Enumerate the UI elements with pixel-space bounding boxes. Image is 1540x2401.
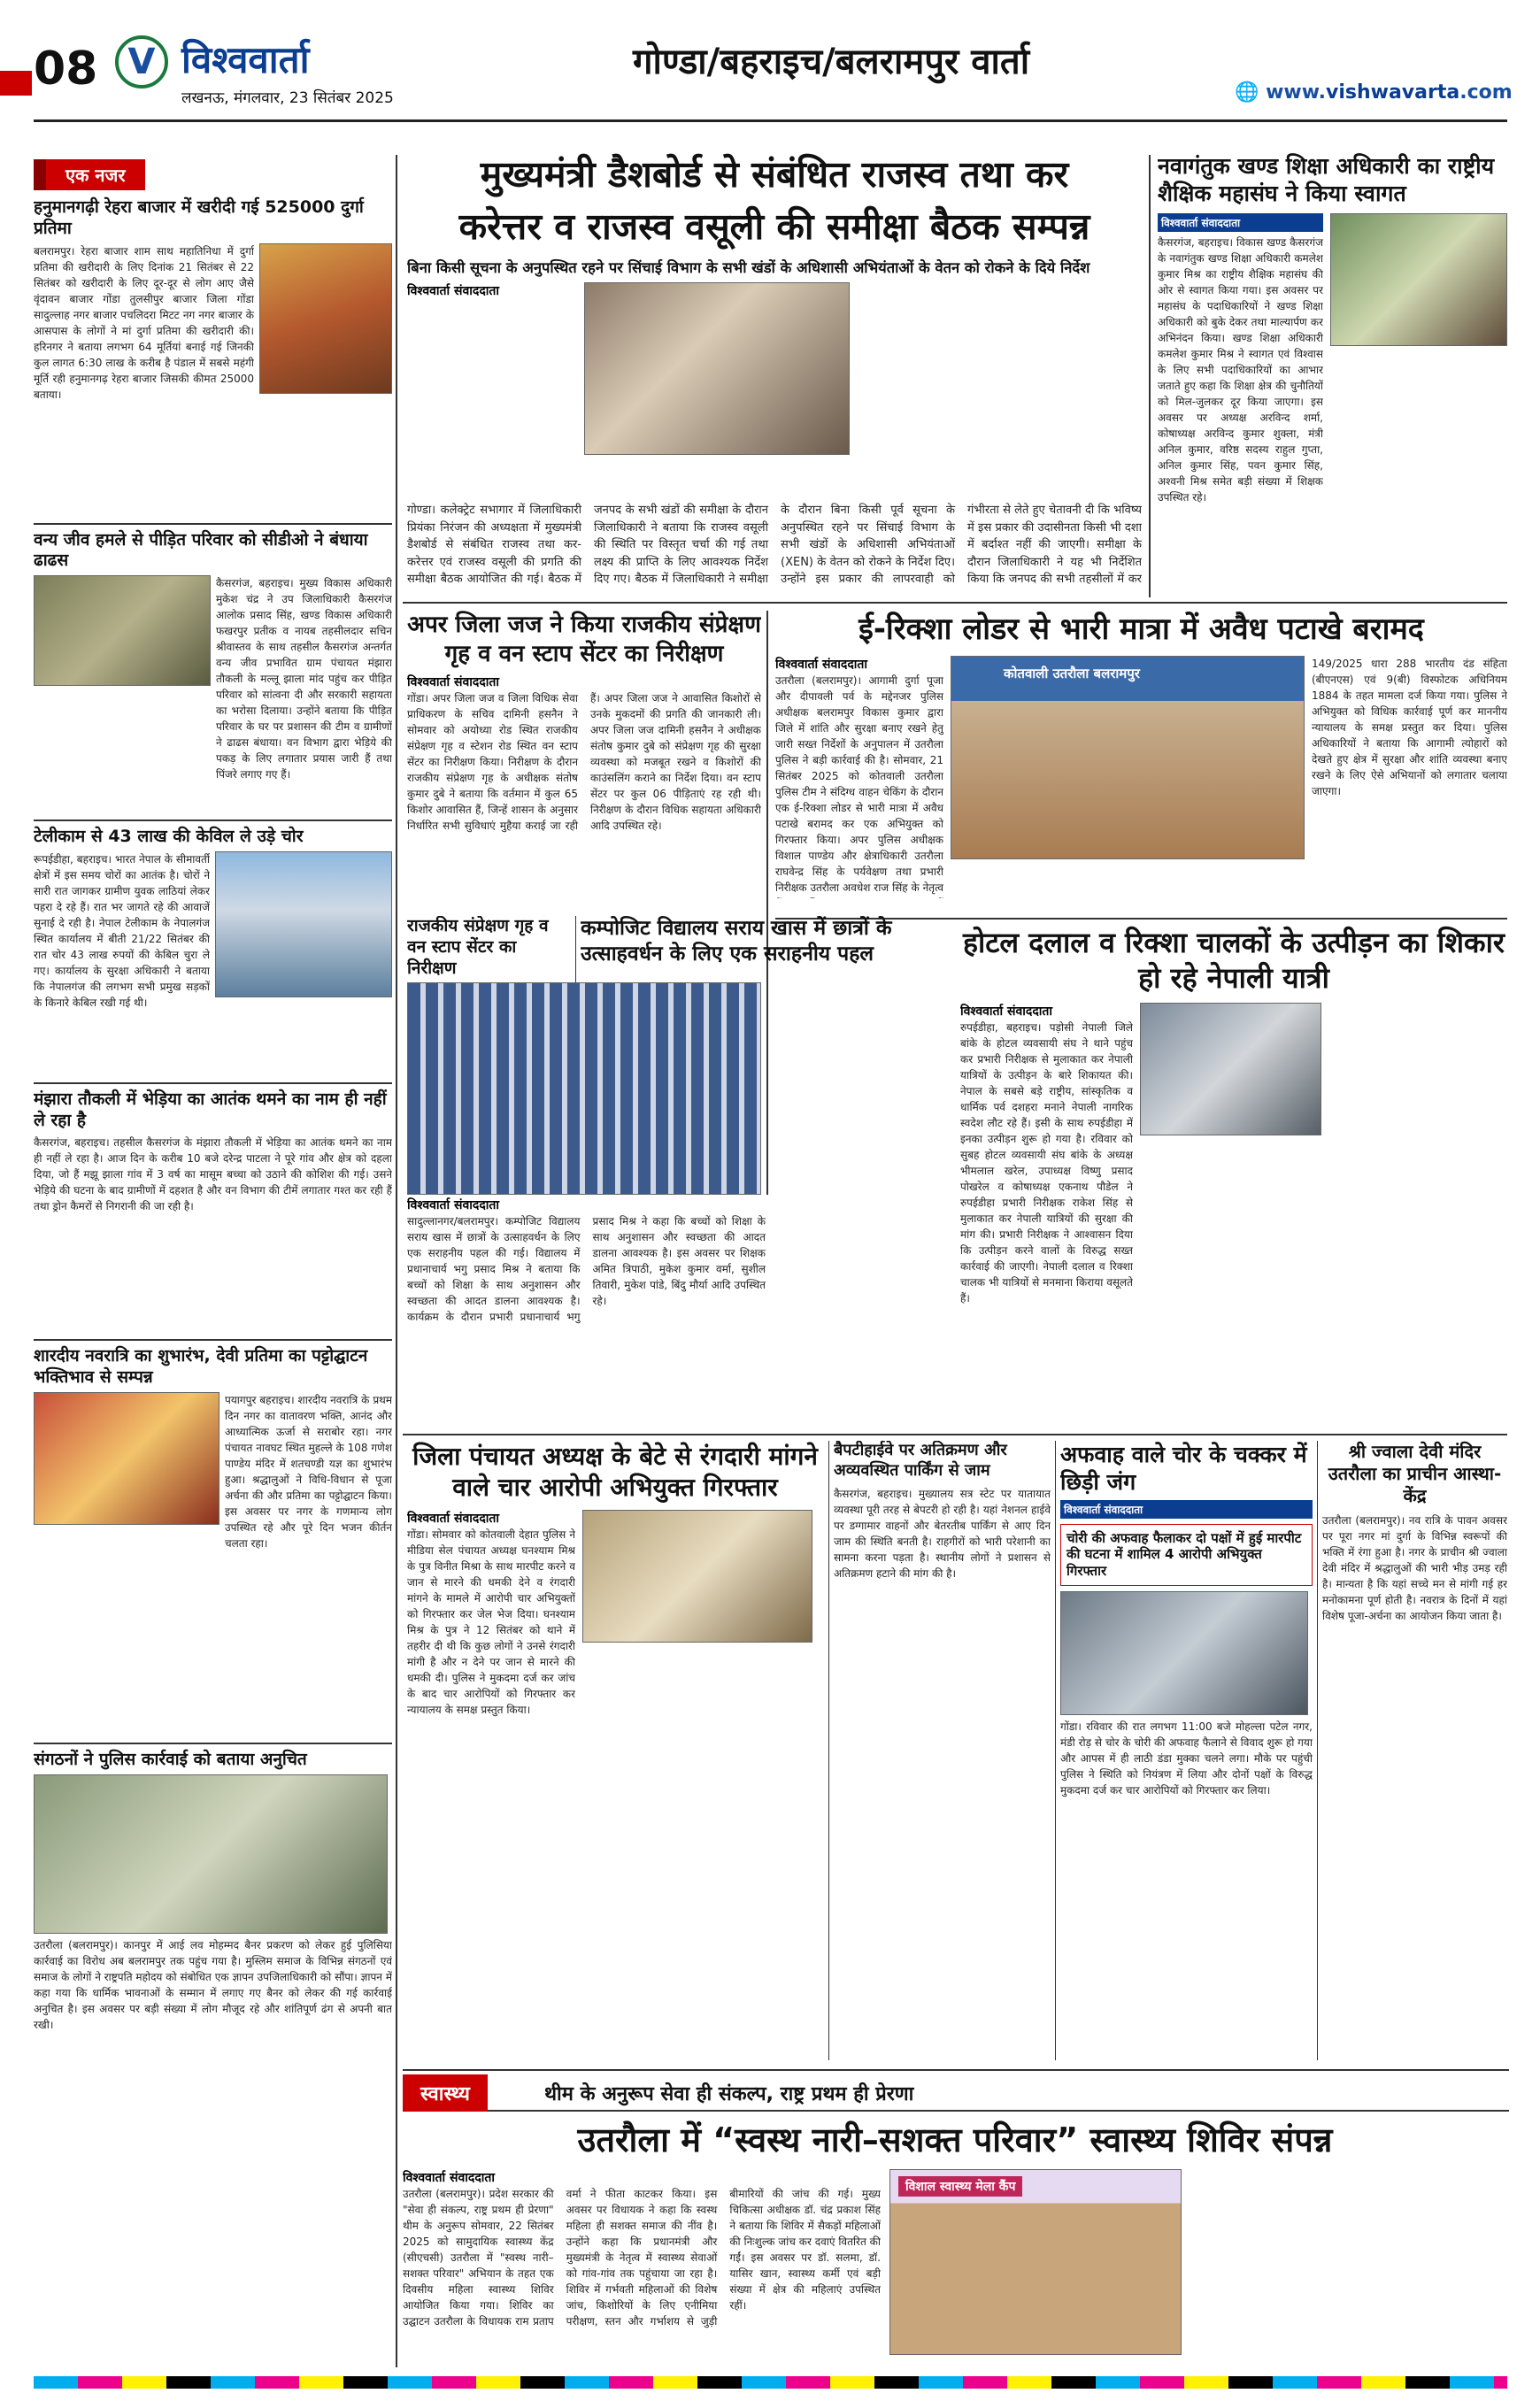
photo-banner-text: कोतवाली उतरौला बलरामपुर bbox=[1004, 665, 1140, 681]
photo-rumor-accused bbox=[1060, 1591, 1308, 1715]
photo-hotel-association bbox=[1140, 1003, 1321, 1135]
story-headline: मंझारा तौकली में भेड़िया का आतंक थमने का नाम ही नहीं ले रहा है bbox=[34, 1089, 387, 1130]
story-body: गोंडा। रविवार की रात लगभग 11:00 बजे मोहल्ला पटेल नगर, मंडी रोड़ से चोर के चोरी की अफवाह फैलाने से विवाद शुरू हो गया और आपस में ही लाठी डंडा मुक्का चलने लगा। मौके पर पहुंची पुलिस ने स्थिति को नियंत्रण में लिया और दोनों पक्षों के विरुद्ध मुकदमा दर्ज कर चार आरोपियों को गिरफ्तार कर लिया। bbox=[1060, 1720, 1313, 1797]
story-wildlife bbox=[34, 530, 392, 815]
story-navratri bbox=[34, 1346, 392, 1737]
section-rule bbox=[403, 602, 1507, 604]
story-body: कैसरगंज, बहराइच। तहसील कैसरगंज के मंझारा तौकली में भेड़िया का आतंक थमने का नाम ही नहीं ले रहा है। आज दिन के करीब 10 बजे दरेन्द्र पाटला ने पूरे गांव और क्षेत्र को दहला दिया, जो हैं मझू झाला गांव में 3 वर्ष का मासूम बच्चा को उठाने की कोशिश की गई। उसने भेड़िये की घटना के बाद ग्रामीणों में दहशत है और वन विभाग की टीमें लगातार गश्त कर रही हैं तथा ड्रोन कैमरों से निगरानी की जा रही है। bbox=[34, 1136, 392, 1213]
website-name: vishwavarta bbox=[1326, 81, 1460, 104]
page-number: 08 bbox=[34, 42, 98, 96]
section-tag: एक नजर bbox=[34, 159, 145, 190]
lead-body: गोण्डा। कलेक्ट्रेट सभागार में जिलाधिकारी प्रियंका निरंजन की अध्यक्षता में मुख्यमंत्री डैशबोर्ड से संबंधित राजस्व तथा कर-करेत्तर एवं राजस्व वसूली की प्रगति की समीक्षा बैठक आयोजित की गई। बैठक में जनपद के सभी खंडों की समीक्षा के दौरान जिलाधिकारी ने बताया कि राजस्व वसूली की स्थिति पर विस्तृत चर्चा की गई तथा लक्ष्य की प्राप्ति के लिए आवश्यक निर्देश दिए गए। बैठक में जिलाधिकारी ने समीक्षा के दौरान बिना किसी पूर्व सूचना के अनुपस्थित रहने पर सिंचाई विभाग के सभी खंडों के अधिशासी अभियंताओं (XEN) के वेतन को रोकने के निर्देश दिए। उन्होंने इस प्रकार की लापरवाही को गंभीरता से लेते हुए चेतावनी दी कि भविष्य में इस प्रकार की उदासीनता किसी भी दशा में बर्दाश्त नहीं की जाएगी। समीक्षा के दौरान जिलाधिकारी ने यह भी निर्देशित किया कि जनपद की सभी तहसीलों में कर bbox=[407, 504, 1142, 586]
story-rumor-thief bbox=[1060, 1441, 1313, 2060]
story-headline: कम्पोजिट विद्यालय सराय खास में छात्रों के उत्साहवर्धन के लिए एक सराहनीय पहल bbox=[581, 917, 892, 966]
story-body: गोंडा। सोमवार को कोतवाली देहात पुलिस ने मीडिया सेल पंचायत अध्यक्ष घनश्याम मिश्र के पुत्र विनीत मिश्रा के साथ मारपीट करने व जान से मारने की धमकी देने व रंगदारी मांगने के मामले में आरोपी चार अभियुक्तों को गिरफ्तार कर जेल भेज दिया। घनश्याम मिश्र के पुत्र ने 12 सितंबर को थाने में तहरीर दी थी कि कुछ लोगों ने उनसे रंगदारी मांगी है और न देने पर जान से मारने की धमकी दी। पुलिस ने मुकदमा दर्ज कर जांच के बाद चार आरोपियों को गिरफ्तार कर न्यायालय के समक्ष प्रस्तुत किया। bbox=[407, 1528, 575, 1716]
byline: विश्ववार्ता संवाददाता bbox=[407, 1512, 500, 1526]
story-body: सादुल्लानगर/बलरामपुर। कम्पोजिट विद्यालय सराय खास में छात्रों के उत्साहवर्धन के लिए एक सराहनीय पहल की गई। विद्यालय में प्रधानाचार्य भगु प्रसाद मिश्र ने बताया कि बच्चों को शिक्षा के साथ अनुशासन और स्वच्छता की आदत डालना आवश्यक है। कार्यक्रम के दौरान प्रभारी प्रधानाचार्य भगु प्रसाद मिश्र ने कहा कि बच्चों को शिक्षा के साथ अनुशासन और स्वच्छता की आदत डालना आवश्यक है। इस अवसर पर शिक्षक अमित त्रिपाठी, मुकेश कुमार वर्मा, सुशील तिवारी, मुकेश पांडे, बिंदु मौर्या आदि उपस्थित रहे। bbox=[407, 1215, 766, 1323]
brand-logo: V bbox=[115, 35, 168, 88]
lead-subhead: बिना किसी सूचना के अनुपस्थित रहने पर सिंचाई विभाग के सभी खंडों के अधिशासी अभियंताओं के वेतन को रोकने के दिये निर्देश bbox=[407, 258, 1090, 276]
column-divider bbox=[396, 155, 397, 2367]
story-durga-purchase bbox=[34, 197, 392, 518]
story-health-camp bbox=[403, 2120, 1507, 2367]
story-body: उतरौला (बलरामपुर)। नव रात्रि के पावन अवसर पर पूरा नगर मां दुर्गा के विभिन्न स्वरूपों की भक्ति में रंगा हुआ है। नगर के प्राचीन श्री ज्वाला देवी मंदिर में श्रद्धालुओं की भारी भीड़ उमड़ रही है। मान्यता है कि यहां सच्चे मन से मांगी गई हर मनोकामना पूर्ण होती है। नवरात्र के दिनों में यहां विशेष पूजा-अर्चना का आयोजन किया जाता है। bbox=[1322, 1514, 1507, 1622]
registration-bar bbox=[34, 2376, 1507, 2389]
lead-headline-2: करेत्तर व राजस्व वसूली की समीक्षा बैठक सम्पन्न bbox=[458, 205, 1090, 249]
story-telecom bbox=[34, 827, 392, 1077]
story-headline: जिला पंचायत अध्यक्ष के बेटे से रंगदारी मांगने वाले चार आरोपी अभियुक्त गिरफ्तार bbox=[412, 1442, 818, 1502]
story-headline: नवागंतुक खण्ड शिक्षा अधिकारी का राष्ट्रीय शैक्षिक महासंघ ने किया स्वागत bbox=[1158, 153, 1495, 207]
story-body: उतरौला (बलरामपुर)। कानपुर में आई लव मोहम्मद बैनर प्रकरण को लेकर हुई पुलिसिया कार्रवाई का विरोध अब बलरामपुर तक पहुंच गया है। मुस्लिम समाज के विभिन्न संगठनों एवं समाज के लोगों ने राष्ट्रपति महोदय को संबोधित एक ज्ञापन उपजिलाधिकारी को सौंपा। ज्ञापन में कहा गया कि धार्मिक भावनाओं के सम्मान में लगाए गए बैनर को लेकर की गई कार्रवाई अनुचित है। इस अवसर पर बड़ी संख्या में लोग मौजूद रहे और शांतिपूर्ण ढंग से अपनी बात रखी। bbox=[34, 1938, 392, 2031]
story-headline: हनुमानगढ़ी रेहरा बाजार में खरीदी गई 525000 दुर्गा प्रतिमा bbox=[34, 197, 364, 238]
region-title: गोण्डा/बहराइच/बलरामपुर वार्ता bbox=[633, 42, 1030, 82]
byline: विश्ववार्ता संवाददाता bbox=[775, 657, 868, 672]
story-body: उतरौला (बलरामपुर)। आगामी दुर्गा पूजा और दीपावली पर्व के मद्देनजर पुलिस अधीक्षक बलरामपुर विकास कुमार द्वारा जिले में शांति और सुरक्षा बनाए रखने हेतु जारी सख्त निर्देशों के अनुपालन में उतरौला पुलिस ने बड़ी कार्रवाई की है। सोमवार, 21 सितंबर 2025 को कोतवाली उतरौला पुलिस टीम ने संदिग्ध वाहन चेकिंग के दौरान एक ई-रिक्शा लोडर से भारी मात्रा में अवैध पटाखे बरामद कर एक अभियुक्त को गिरफ्तार किया। अपर पुलिस अधीक्षक विशाल पाण्डेय और क्षेत्राधिकारी उतरौला राघवेन्द्र सिंह के पर्यवेक्षण तथा प्रभारी निरीक्षक उतरौला अवधेश राज सिंह के नेतृत्व bbox=[775, 673, 943, 894]
story-headline: टेलीकाम से 43 लाख की केविल ले उड़े चोर bbox=[34, 827, 304, 846]
photo-police-seizure bbox=[951, 656, 1305, 859]
story-callout: चोरी की अफवाह फैलाकर दो पक्षों में हुई मारपीट की घटना में शामिल 4 आरोपी अभियुक्त गिरफ्तार bbox=[1060, 1524, 1313, 1586]
story-wolf bbox=[34, 1089, 392, 1335]
story-hotel-brokers bbox=[960, 925, 1507, 1429]
dateline: लखनऊ, मंगलवार, 23 सितंबर 2025 bbox=[181, 89, 394, 107]
column-divider bbox=[828, 1441, 829, 2060]
byline: विश्ववार्ता संवाददाता bbox=[407, 675, 500, 689]
band-text: थीम के अनुरूप सेवा ही संकल्प, राष्ट्र प्रथम ही प्रेरणा bbox=[544, 2083, 914, 2105]
story-headline: वन्य जीव हमले से पीड़ित परिवार को सीडीओ ने बंधाया ढाढस bbox=[34, 529, 368, 571]
composite-body-area bbox=[407, 1197, 766, 1431]
column-divider bbox=[1055, 1441, 1056, 2060]
story-sangathan bbox=[34, 1750, 392, 2194]
website-prefix: www. bbox=[1266, 81, 1326, 104]
story-temple bbox=[1322, 1441, 1507, 2060]
byline: विश्ववार्ता संवाददाता bbox=[407, 284, 500, 299]
band-label: स्वास्थ्य bbox=[403, 2074, 488, 2112]
byline: विश्ववार्ता संवाददाता bbox=[1158, 213, 1323, 232]
photo-officials-visit bbox=[34, 575, 211, 686]
byline: विश्ववार्ता संवाददाता bbox=[960, 1004, 1053, 1019]
story-body: बलरामपुर। रेहरा बाजार शाम साथ महातिनिधा में दुर्गा प्रतिमा की खरीदारी के लिए दिनांक 21 सितंबर से 22 सितंबर को खरीदारी के लिए दूर-दूर से लोग आए जैसे वृंदावन बाजार गोंडा तुलसीपुर बाजार जिला गोंडा सादुल्लाह नगर बाजार पचलिदरा मिटट नग नगर बाजार के आसपास के लोगों ने मां दुर्गा प्रतिमा की खरीदारी की। हरिनगर ने बताया लगभग 64 मूर्तियां बनाई गई जिनकी कुल लागत 6:30 लाख के करीब है पंडाल में सबसे महंगी मूर्ति रही हनुमानगढ़ रेहरा बाजार जिसकी कीमत 25000 बताया। bbox=[34, 244, 254, 401]
photo-health-camp bbox=[889, 2169, 1182, 2355]
masthead bbox=[0, 0, 1540, 142]
story-body: उतरौला (बलरामपुर)। प्रदेश सरकार की "सेवा ही संकल्प, राष्ट्र प्रथम ही प्रेरणा" थीम के अनुरूप सोमवार, 22 सितंबर 2025 को सामुदायिक स्वास्थ्य केंद्र (सीएचसी) उतरौला में "स्वस्थ नारी–सशक्त परिवार" अभियान के तहत एक दिवसीय महिला स्वास्थ्य शिविर आयोजित किया गया। शिविर का उद्घाटन उतरौला के विधायक राम प्रताप वर्मा ने फीता काटकर किया। इस अवसर पर विधायक ने कहा कि स्वस्थ महिला ही सशक्त समाज की नींव है। उन्होंने कहा कि प्रधानमंत्री और मुख्यमंत्री के नेतृत्व में स्वास्थ्य सेवाओं को गांव-गांव तक पहुंचाया जा रहा है। शिविर में गर्भवती महिलाओं की विशेष जांच, किशोरियों के लिए एनीमिया परीक्षण, स्तन और गर्भाशय से जुड़ी बीमारियों की जांच की गई। मुख्य चिकित्सा अधीक्षक डॉ. चंद्र प्रकाश सिंह ने बताया कि शिविर में सैकड़ों महिलाओं की निःशुल्क जांच कर दवाएं वितरित की गईं। इस अवसर पर डॉ. सलमा, डॉ. यासिर खान, स्वास्थ्य कर्मी एवं बड़ी संख्या में क्षेत्र की महिलाएं उपस्थित रहीं। bbox=[403, 2187, 881, 2328]
story-headline: उतरौला में “स्वस्थ नारी–सशक्त परिवार” स्वास्थ्य शिविर संपन्न bbox=[577, 2120, 1333, 2159]
story-headline: अफवाह वाले चोर के चक्कर में छिड़ी जंग bbox=[1060, 1442, 1307, 1496]
story-headline: बैपटीहाईवे पर अतिक्रमण और अव्यवस्थित पार्किंग से जाम bbox=[834, 1441, 1007, 1480]
column-divider bbox=[1317, 1441, 1318, 2060]
story-headline: ई-रिक्शा लोडर से भारी मात्रा में अवैध पटाखे बरामद bbox=[859, 612, 1424, 647]
story-body: कैसरगंज, बहराइच। मुख्यालय सत्र स्टेट पर यातायात व्यवस्था पूरी तरह से बेपटरी हो रही है। यहां नेशनल हाईवे पर डग्गामार वाहनों और बेतरतीब पार्किंग से आए दिन जाम की स्थिति बनती है। राहगीरों को भारी परेशानी का सामना करना पड़ता है। स्थानीय लोगों ने प्रशासन से अतिक्रमण हटाने की मांग की है। bbox=[834, 1488, 1051, 1580]
story-headline: राजकीय संप्रेक्षण गृह व वन स्टाप सेंटर का निरीक्षण bbox=[407, 916, 549, 978]
story-headline: संगठनों ने पुलिस कार्रवाई को बताया अनुचित bbox=[34, 1749, 307, 1769]
photo-banner-text: विशाल स्वास्थ्य मेला कैंप bbox=[898, 2176, 1022, 2197]
story-body: कैसरगंज, बहराइच। विकास खण्ड कैसरगंज के नवागंतुक खण्ड शिक्षा अधिकारी कमलेश कुमार मिश्र का राष्ट्रीय शैक्षिक महासंघ की ओर से स्वागत किया गया। इस अवसर पर महासंघ के पदाधिकारियों ने खण्ड शिक्षा अधिकारी को बुके देकर तथा माल्यार्पण कर अभिनंदन किया। खण्ड शिक्षा अधिकारी कमलेश कुमार मिश्र ने स्वागत एवं विश्वास के लिए सभी पदाधिकारियों का आभार जताते हुए कहा कि शिक्षा क्षेत्र की चुनौतियों को मिल-जुलकर दूर किया जाएगा। इस अवसर पर अध्यक्ष अरविन्द शर्मा, कोषाध्यक्ष अरविन्द कुमार शुक्ला, मंत्री अनिल कुमार, वरिष्ठ सदस्य राहुल गुप्ता, अनिल कुमार सिंह, पवन कुमार सिंह, अश्वनी मिश्र समेत बड़ी संख्या में शिक्षक उपस्थित रहे। bbox=[1158, 235, 1323, 504]
story-headline: होटल दलाल व रिक्शा चालकों के उत्पीड़न का शिकार हो रहे नेपाली यात्री bbox=[963, 926, 1505, 995]
photo-navratri-puja bbox=[34, 1392, 219, 1525]
story-headline: शारदीय नवरात्रि का शुभारंभ, देवी प्रतिमा का पट्टोद्घाटन भक्तिभाव से सम्पन्न bbox=[34, 1346, 368, 1387]
story-body-continued bbox=[1190, 2169, 1507, 2346]
brand-title: विश्ववार्ता bbox=[181, 38, 310, 81]
photo-school-assembly bbox=[407, 982, 761, 1195]
story-side-text: 149/2025 धारा 288 भारतीय दंड संहिता (बीएनएस) एवं 9(बी) विस्फोटक अधिनियम 1884 के तहत मामला दर्ज किया गया। पुलिस ने अभियुक्त को विधिक कार्रवाई पूर्ण कर माननीय न्यायालय के समक्ष प्रस्तुत कर दिया। पुलिस अधिकारियों ने बताया कि आगामी त्योहारों को देखते हुए क्षेत्र में सुरक्षा और शांति व्यवस्था बनाए रखने के लिए ऐसे अभियानों को लगातार चलाया जाएगा। bbox=[1312, 657, 1507, 797]
header-rule bbox=[34, 119, 1507, 122]
section-rule bbox=[403, 1434, 1507, 1435]
column-divider bbox=[1149, 155, 1151, 597]
photo-telecom-building bbox=[215, 851, 392, 997]
health-band bbox=[403, 2069, 1509, 2112]
story-highway-jam bbox=[834, 1441, 1051, 2060]
lead-story bbox=[407, 152, 1142, 599]
story-body: रूपईडीहा, बहराइच। भारत नेपाल के सीमावर्ती क्षेत्रों में इस समय चोरों का आतंक है। चोरों ने सारी रात जागकर ग्रामीण युवक लाठियां लेकर पहरा दे रहे हैं। रात भर जागते रहे की आवाजें सुनाई दे रही है। नेपाल टेलीकाम के नेपालगंज स्थित कार्यालय में बीती 21/22 सितंबर की रात चोर 43 लाख रुपयों की केबिल चुरा ले गए। कार्यालय के सुरक्षा अधिकारी ने बताया कि नेपालगंज की लगभग सभी प्रमुख सड़कों के किनारे केबिल रखी गई थी। bbox=[34, 852, 210, 1009]
story-firecracker bbox=[775, 611, 1507, 916]
photo-arrested-accused bbox=[582, 1510, 812, 1643]
photo-memorandum bbox=[34, 1774, 388, 1934]
byline: विश्ववार्ता संवाददाता bbox=[1060, 1500, 1313, 1519]
left-column bbox=[34, 159, 392, 2363]
story-zila-panchayat bbox=[407, 1441, 823, 2060]
website-link[interactable]: 🌐 www.vishwavarta.com bbox=[1235, 81, 1513, 104]
story-body: कैसरगंज, बहराइच। मुख्य विकास अधिकारी मुकेश चंद्र ने उप जिलाधिकारी कैसरगंज आलोक प्रसाद सिंह, खण्ड विकास अधिकारी फखरपुर प्रतीक व नायब तहसीलदार सचिन श्रीवास्तव के साथ तहसील कैसरगंज अन्तर्गत वन्य जीव प्रभावित ग्राम पंचायत मंझारा तौकली के मल्लू झाला मांद पहुंच कर पीड़ित परिवार को सांत्वना दी और सरकारी सहायता का भरोसा दिलाया। उन्होंने बताया कि पीड़ित परिवार के घर पर प्रशासन की टीम व ग्रामीणों ने ढाढस बंधाया। वन विभाग द्वारा भेड़िये की पकड़ के लिए लगातार प्रयास जारी हैं तथा पिंजरे लगाए गए हैं। bbox=[216, 577, 392, 781]
story-headline: श्री ज्वाला देवी मंदिर उतरौला का प्राचीन आस्था-केंद्र bbox=[1328, 1441, 1502, 1506]
byline: विश्ववार्ता संवाददाता bbox=[403, 2170, 496, 2185]
story-body: पयागपुर बहराइच। शारदीय नवरात्रि के प्रथम दिन नगर का वातावरण भक्ति, आनंद और आध्यात्मिक ऊर्जा से सराबोर रहा। नगर पंचायत नावघट स्थित मुहल्ले के 108 गणेश पाण्डेय मंदिर में शतचण्डी यज्ञ का शुभारंभ हुआ। श्रद्धालुओं ने विधि-विधान से पूजा अर्चना की और प्रतिमा का पट्टोद्घाटन किया। इस अवसर पर नगर के गणमान्य लोग उपस्थित रहे और पूरे दिन भजन कीर्तन चलता रहा। bbox=[225, 1393, 392, 1550]
story-headline: अपर जिला जज ने किया राजकीय संप्रेक्षण गृह व वन स्टाप सेंटर का निरीक्षण bbox=[407, 612, 761, 667]
story-juvenile-home bbox=[407, 611, 761, 912]
red-marker bbox=[0, 71, 32, 96]
lead-headline-1: मुख्यमंत्री डैशबोर्ड से संबंधित राजस्व तथा कर bbox=[480, 153, 1069, 196]
byline: विश्ववार्ता संवाददाता bbox=[407, 1198, 500, 1212]
story-body: रुपईडीहा, बहराइच। पड़ोसी नेपाली जिले बांके के होटल व्यवसायी संघ ने थाने पहुंच कर प्रभारी निरीक्षक से मुलाकात कर नेपाली यात्रियों के उत्पीड़न के बारे शिकायत की। नेपाल के सबसे बड़े राष्ट्रीय, सांस्कृतिक व धार्मिक पर्व दशहरा मनाने नेपाली नागरिक स्वदेश लौट रहे हैं। इसी के साथ रुपईडीहा में इनका उत्पीड़न शुरू हो गया है। रविवार को सुबह होटल व्यवसायी संघ बांके के अध्यक्ष भीमलाल खरेल, उपाध्यक्ष विष्णु प्रसाद पोखरेल व कोषाध्यक्ष एकनाथ पौडेल ने रुपईडीहा प्रभारी निरीक्षक राकेश सिंह से मुलाकात कर नेपाली यात्रियों की सुरक्षा की मांग की। प्रभारी निरीक्षक ने आश्वासन दिया कि उत्पीड़न करने वालों के विरुद्ध सख्त कार्रवाई की जाएगी। नेपाली दलाल व रिक्शा चालक भी यात्रियों से मनमाना किराया वसूलते हैं। bbox=[960, 1021, 1133, 1304]
photo-durga-idol bbox=[259, 243, 392, 394]
website-suffix: .com bbox=[1459, 81, 1513, 104]
story-body: गोंडा। अपर जिला जज व जिला विधिक सेवा प्राधिकरण के सचिव दामिनी हसनैन ने सोमवार को अयोध्या रोड स्थित राजकीय संप्रेक्षण गृह व स्टेशन रोड स्थित वन स्टाप सेंटर का निरीक्षण किया। निरीक्षण के दौरान राजकीय संप्रेक्षण गृह के अधीक्षक संतोष कुमार दुबे ने बताया कि वर्तमान में कुल 65 किशोर आवासित हैं, जिन्हें शासन के अनुसार निर्धारित सभी सुविधाएं मुहैया कराई जा रही हैं। अपर जिला जज ने आवासित किशोरों से उनके मुकदमों की प्रगति की जानकारी ली। अपर जिला जज दामिनी हसनैन ने अधीक्षक संतोष कुमार दुबे को संप्रेक्षण गृह की सुरक्षा व्यवस्था को मजबूत रखने व किशोरों की काउंसलिंग कराने का निर्देश दिया। वन स्टाप सेंटर पर कुल 06 पीड़िताएं रह रही थी। निरीक्षण के दौरान विधिक सहायता अधिकारी आदि उपस्थित रहे। bbox=[407, 692, 761, 832]
photo-welcome bbox=[1330, 213, 1507, 346]
right-top-story bbox=[1158, 152, 1507, 599]
